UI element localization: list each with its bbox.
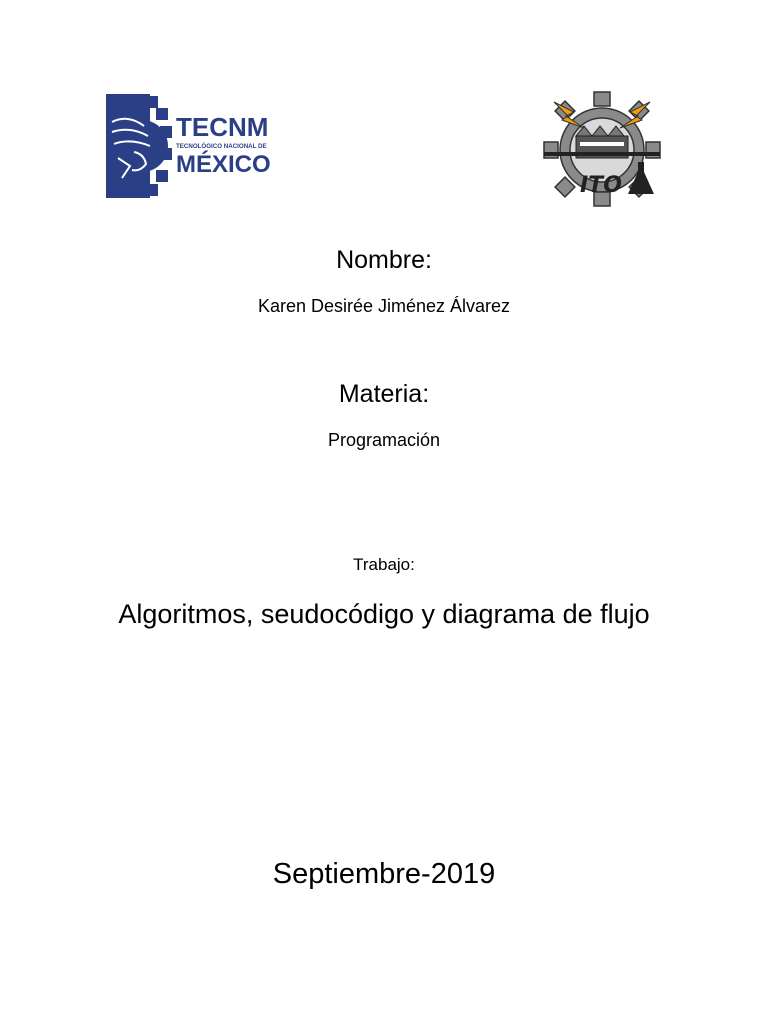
tecnm-logo — [104, 92, 276, 200]
ito-logo-letters: ITO — [580, 173, 622, 198]
trabajo-label: Trabajo: — [353, 555, 415, 574]
tecnm-logo-line2: TECNOLÓGICO NACIONAL DE — [176, 143, 267, 150]
tecnm-logo-line3: MÉXICO — [176, 151, 271, 178]
materia-label: Materia: — [338, 380, 430, 408]
nombre-value: Karen Desirée Jiménez Álvarez — [257, 296, 511, 316]
ito-logo — [540, 88, 664, 210]
nombre-label: Nombre: — [336, 246, 432, 274]
materia-value: Programación — [327, 430, 441, 450]
trabajo-title: Algoritmos, seudocódigo y diagrama de flujo — [118, 599, 650, 629]
tecnm-logo-line1: TECNM — [176, 112, 269, 142]
fecha: Septiembre-2019 — [272, 858, 496, 890]
